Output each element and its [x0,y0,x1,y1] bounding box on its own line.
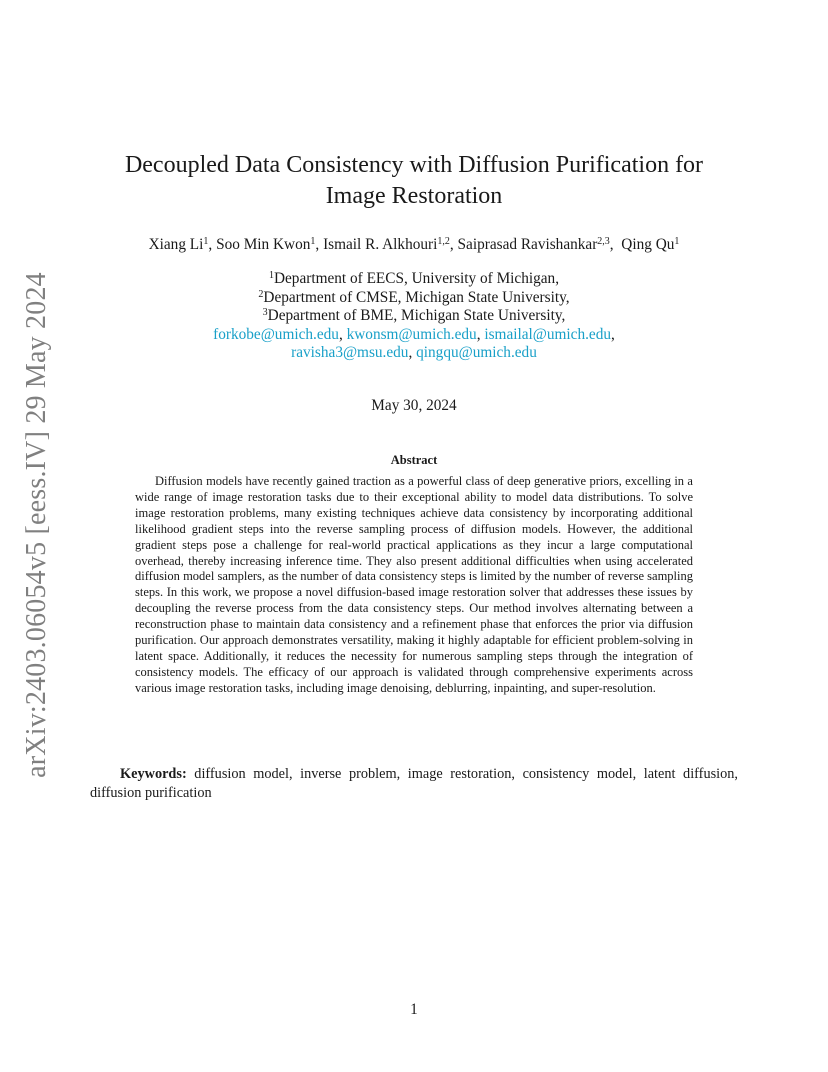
author-affiliation-mark: 1 [674,236,680,247]
author-name: Saiprasad Ravishankar [457,236,598,253]
affiliation-line: $^2$Department of CMSE, Michigan State University, [258,288,570,306]
email-link[interactable]: forkobe@umich.edu [213,325,339,343]
abstract-heading: Abstract [390,453,438,467]
email-link[interactable]: qingqu@umich.edu [416,344,537,361]
email-line: ravisha3@msu.edu, qingqu@umich.edu [291,344,537,361]
keywords-label: Keywords: [120,766,187,782]
keywords-text: diffusion model, inverse problem, image restoration, consistency model, latent diffusion, diffusion purification [90,766,738,801]
email-link[interactable]: ismailal@umich.edu [484,325,612,343]
page-number: 1 [410,1001,418,1018]
affiliation-line: $^1$Department of EECS, University of Michigan, [268,270,560,287]
arxiv-identifier-stamp [21,272,52,778]
arxiv-identifier-text: arXiv:2403.06054v5 [eess.IV] 29 May 2024 [21,272,52,778]
author-affiliation-mark: 1 [203,236,209,247]
author-list: Xiang Li$^1$, Soo Min Kwon$^1$, Ismail R. Alkhouri$^{1,2}$, Saiprasad Ravishankar$^{2,3}$, Qing Qu$^1$ [148,236,680,253]
title-line-2: Image Restoration [325,183,503,209]
affiliation-line: $^3$Department of BME, Michigan State University, [262,307,566,324]
author-affiliation-mark: 2,3 [597,236,610,247]
publication-date: May 30, 2024 [371,397,457,414]
author-affiliation-mark: 1 [310,236,316,247]
author-name: Soo Min Kwon [216,236,311,253]
email-link[interactable]: kwonsm@umich.edu [346,325,477,343]
paper-title [90,150,738,212]
affiliations-block [90,270,738,363]
keywords-paragraph [90,765,738,803]
author-name: Xiang Li [148,236,204,253]
email-line: forkobe@umich.edu, kwonsm@umich.edu, ismailal@umich.edu, [213,325,615,343]
author-affiliation-mark: 1,2 [437,236,450,247]
email-link[interactable]: ravisha3@msu.edu [291,344,409,361]
author-name: Ismail R. Alkhouri [323,236,438,253]
abstract-body: Diffusion models have recently gained traction as a powerful class of deep generative priors, excelling in a wide range of image restoration tasks due to their exceptional ability to model data distributions. To solve image restoration problems, many existing techniques achieve data consistency by incorporating additional likelihood gradient steps into the reverse sampling process of diffusion models. However, the additional gradient steps pose a challenge for real-world practical applications as they incur a large computational overhead, thereby increasing inference time. They also present additional difficulties when using accelerated diffusion model samplers, as the number of data consistency steps is limited by the number of reverse sampling steps. In this work, we propose a novel diffusion-based image restoration solver that addresses these issues by decoupling the reverse process from the data consistency steps. Our method involves alternating between a reconstruction phase to maintain data consistency and a refinement phase that enforces the prior via diffusion purification. Our approach demonstrates versatility, making it highly adaptable for efficient problem-solving in latent space. Additionally, it reduces the necessity for numerous sampling steps through the integration of consistency models. The efficacy of our approach is validated through comprehensive experiments across various image restoration tasks, including image denoising, deblurring, inpainting, and super-resolution. [135,474,693,695]
author-name: Qing Qu [621,236,675,253]
title-line-1: Decoupled Data Consistency with Diffusion Purification for [124,152,704,178]
